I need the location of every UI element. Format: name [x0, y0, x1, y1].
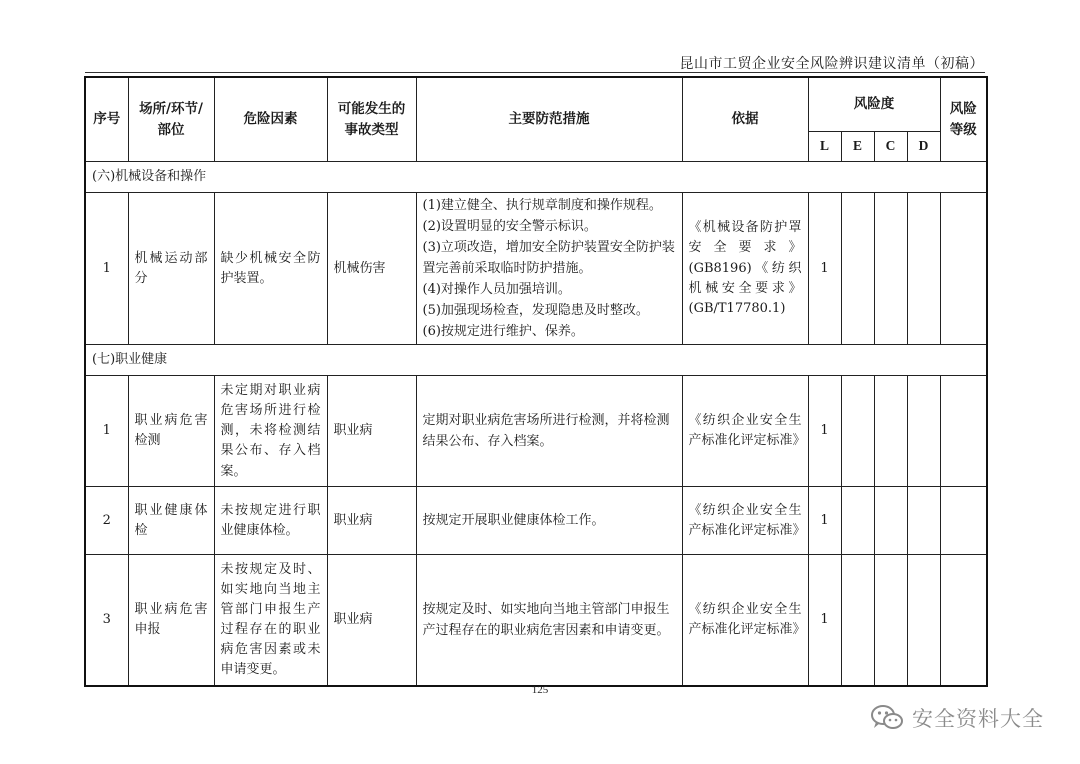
cell-D: [907, 376, 940, 487]
cell-place: 职业健康体检: [128, 487, 214, 555]
measure-item: (1)建立健全、执行规章制度和操作规程。: [422, 198, 662, 213]
measure-item: 按规定及时、如实地向当地主管部门申报生产过程存在的职业病危害因素和申请变更。: [422, 602, 670, 639]
cell-measures: [416, 555, 682, 686]
cell-C: [874, 487, 907, 555]
cell-accident-type: 职业病: [327, 555, 416, 686]
watermark-text: 安全资料大全: [912, 707, 1044, 731]
cell-risk-level: [940, 193, 987, 345]
section-title: (六)机械设备和操作: [85, 162, 987, 193]
watermark: [870, 700, 1044, 736]
header-rule: [85, 72, 985, 73]
cell-hazard: 未定期对职业病危害场所进行检测，未将检测结果公布、存入档案。: [214, 376, 327, 487]
cell-hazard: 未按规定及时、如实地向当地主管部门申报生产过程存在的职业病危害因素或未申请变更。: [214, 555, 327, 686]
cell-L: 1: [808, 487, 841, 555]
header-accident-type: 可能发生的事故类型: [327, 77, 416, 162]
cell-place: 机械运动部分: [128, 193, 214, 345]
cell-E: [841, 376, 874, 487]
cell-L: 1: [808, 376, 841, 487]
cell-basis: 《纺织企业安全生产标准化评定标准》: [682, 376, 808, 487]
measure-item: 定期对职业病危害场所进行检测，并将检测结果公布、存入档案。: [422, 413, 670, 450]
cell-measures: [416, 376, 682, 487]
cell-hazard: 未按规定进行职业健康体检。: [214, 487, 327, 555]
header-E: E: [841, 132, 874, 162]
measure-item: (5)加强现场检查，发现隐患及时整改。: [422, 303, 649, 319]
header-risk-level: 风险等级: [940, 77, 987, 162]
cell-seq: 1: [85, 193, 128, 345]
header-hazard: 危险因素: [214, 77, 327, 162]
cell-risk-level: [940, 487, 987, 555]
header-risk-degree: 风险度: [808, 77, 940, 132]
cell-L: 1: [808, 555, 841, 686]
cell-E: [841, 487, 874, 555]
cell-D: [907, 193, 940, 345]
header-D: D: [907, 132, 940, 162]
measure-item: (6)按规定进行维护、保养。: [422, 324, 584, 340]
page-number: 125: [531, 684, 549, 696]
cell-basis: 《纺织企业安全生产标准化评定标准》: [682, 555, 808, 686]
cell-hazard: 缺少机械安全防护装置。: [214, 193, 327, 345]
section-row: [85, 162, 987, 193]
measure-item: (3)立项改造，增加安全防护装置安全防护装置完善前采取临时防护措施。: [422, 240, 675, 277]
header-seq: 序号: [85, 77, 128, 162]
cell-accident-type: 职业病: [327, 376, 416, 487]
cell-E: [841, 193, 874, 345]
cell-basis: 《机械设备防护罩安全要求》(GB8196)《纺织机械安全要求》(GB/T17780.1): [682, 193, 808, 345]
cell-measures: [416, 487, 682, 555]
cell-measures: [416, 193, 682, 345]
cell-place: 职业病危害检测: [128, 376, 214, 487]
cell-D: [907, 555, 940, 686]
header-C: C: [874, 132, 907, 162]
cell-accident-type: 机械伤害: [327, 193, 416, 345]
table-row: [85, 193, 987, 345]
cell-basis: 《纺织企业安全生产标准化评定标准》: [682, 487, 808, 555]
table-row: [85, 376, 987, 487]
cell-C: [874, 193, 907, 345]
table-row: [85, 487, 987, 555]
cell-E: [841, 555, 874, 686]
section-row: [85, 345, 987, 376]
cell-L: 1: [808, 193, 841, 345]
risk-table: [84, 76, 988, 687]
header-basis: 依据: [682, 77, 808, 162]
cell-risk-level: [940, 376, 987, 487]
cell-C: [874, 555, 907, 686]
cell-seq: 2: [85, 487, 128, 555]
measure-item: (4)对操作人员加强培训。: [422, 282, 571, 298]
cell-accident-type: 职业病: [327, 487, 416, 555]
document-title: 昆山市工贸企业安全风险辨识建议清单（初稿）: [679, 56, 984, 72]
cell-place: 职业病危害申报: [128, 555, 214, 686]
cell-risk-level: [940, 555, 987, 686]
cell-seq: 1: [85, 376, 128, 487]
header-place: 场所/环节/部位: [128, 77, 214, 162]
cell-seq: 3: [85, 555, 128, 686]
table-row: [85, 555, 987, 686]
cell-C: [874, 376, 907, 487]
measure-item: (2)设置明显的安全警示标识。: [422, 219, 597, 235]
cell-D: [907, 487, 940, 555]
header-L: L: [808, 132, 841, 162]
measure-item: 按规定开展职业健康体检工作。: [422, 513, 605, 529]
header-measures: 主要防范措施: [416, 77, 682, 162]
wechat-icon: [870, 703, 904, 733]
section-title: (七)职业健康: [85, 345, 987, 376]
header-row: [85, 77, 987, 132]
